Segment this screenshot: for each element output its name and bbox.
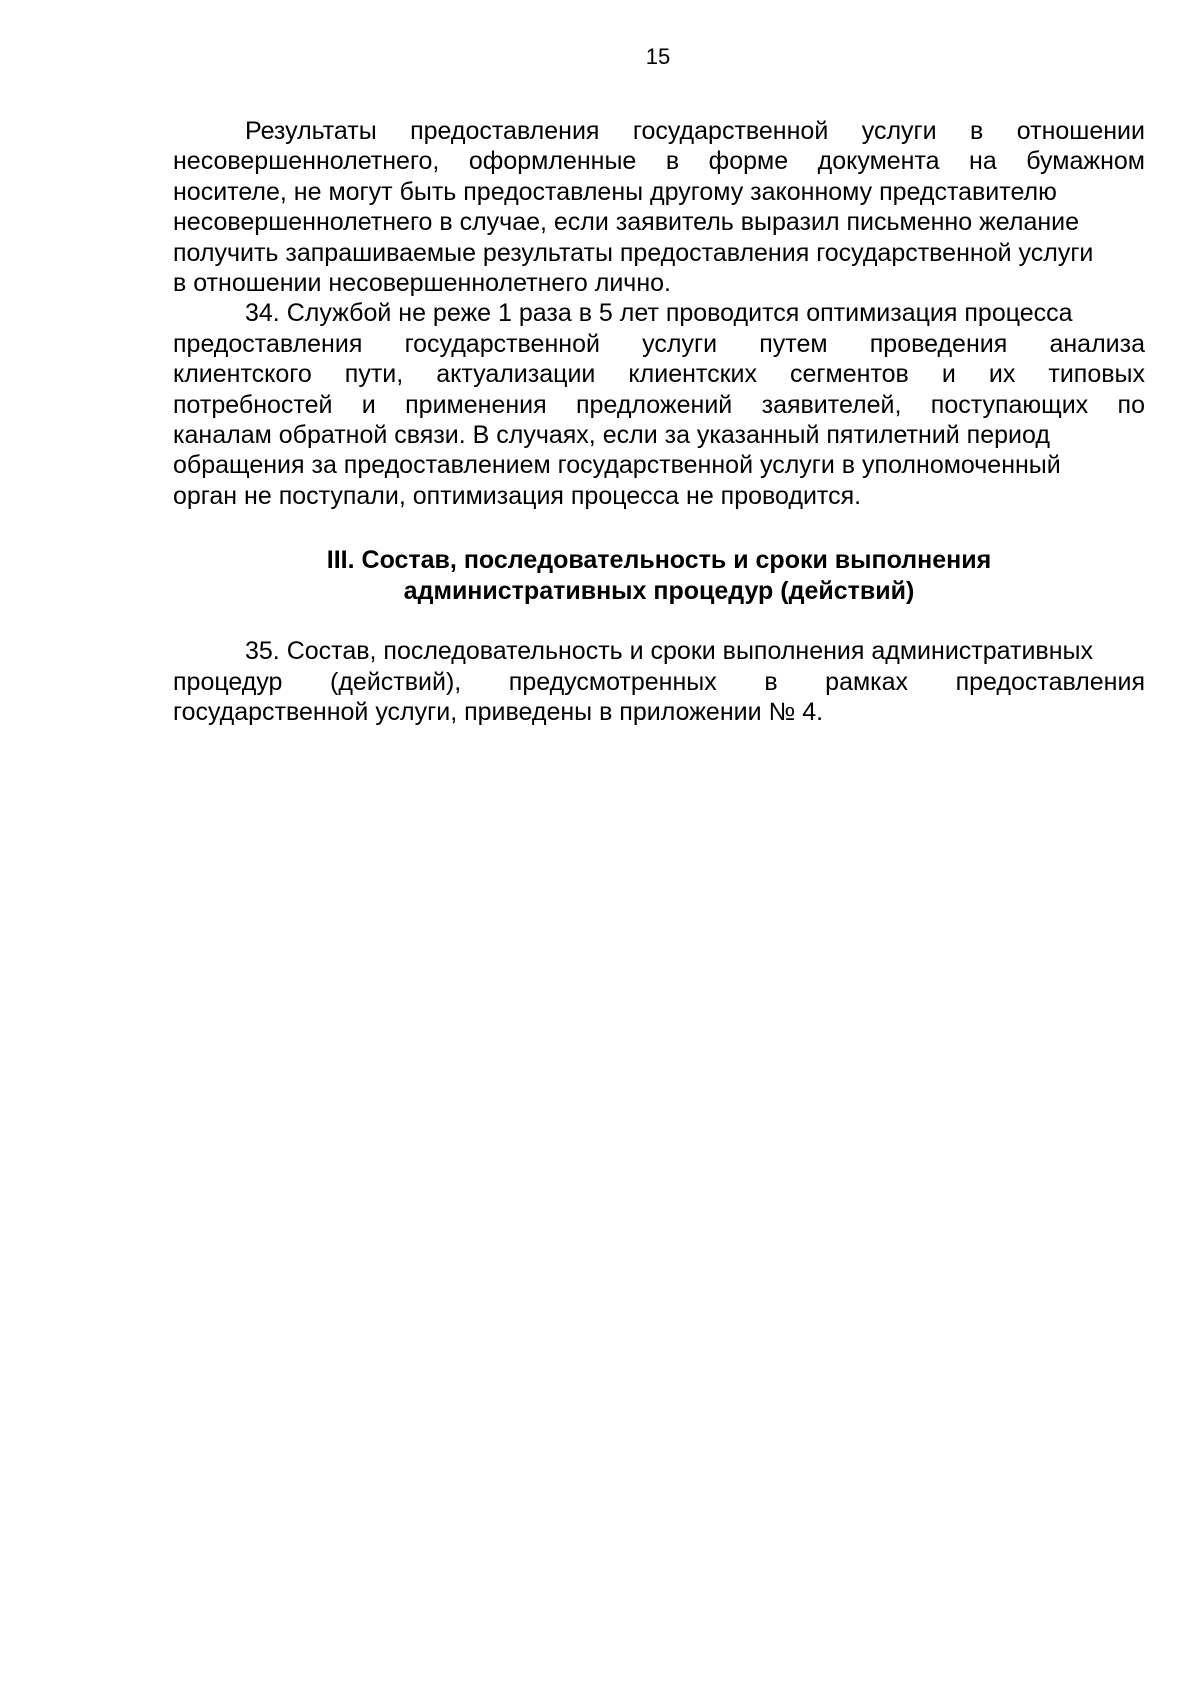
text-line: клиентского пути, актуализации клиентских сегментов и их типовых xyxy=(173,360,1145,389)
text-line: Результаты предоставления государственной услуги в отношении xyxy=(245,117,1145,145)
text-line: получить запрашиваемые результаты предоставления государственной услуги xyxy=(173,238,1094,267)
page-number: 15 xyxy=(645,44,671,69)
text-line: 34. Службой не реже 1 раза в 5 лет проводится оптимизация процесса xyxy=(245,299,1073,328)
text-line: в отношении несовершеннолетнего лично. xyxy=(173,269,671,298)
paragraph-results xyxy=(173,116,1145,298)
text-line: государственной услуги, приведены в приложении № 4. xyxy=(173,697,824,726)
text-line: процедур (действий), предусмотренных в рамках предоставления xyxy=(173,667,1145,696)
text-line: носителе, не могут быть предоставлены другому законному представителю xyxy=(173,177,1057,206)
section-heading xyxy=(173,545,1145,606)
document-body xyxy=(173,116,1145,727)
heading-line: административных процедур (действий) xyxy=(403,576,915,605)
heading-line: III. Состав, последовательность и сроки выполнения xyxy=(326,546,992,575)
text-line: несовершеннолетнего, оформленные в форме документа на бумажном xyxy=(173,147,1145,176)
paragraph-34 xyxy=(173,298,1145,511)
text-line: обращения за предоставлением государственной услуги в уполномоченный xyxy=(173,451,1061,480)
text-line: несовершеннолетнего в случае, если заявитель выразил письменно желание xyxy=(173,208,1080,237)
text-line: 35. Состав, последовательность и сроки выполнения административных xyxy=(245,637,1093,666)
text-line: предоставления государственной услуги путем проведения анализа xyxy=(173,329,1145,358)
text-line: потребностей и применения предложений заявителей, поступающих по xyxy=(173,390,1145,419)
paragraph-35 xyxy=(173,636,1145,727)
text-line: каналам обратной связи. В случаях, если за указанный пятилетний период xyxy=(173,421,1050,450)
text-line: орган не поступали, оптимизация процесса не проводится. xyxy=(173,481,862,510)
